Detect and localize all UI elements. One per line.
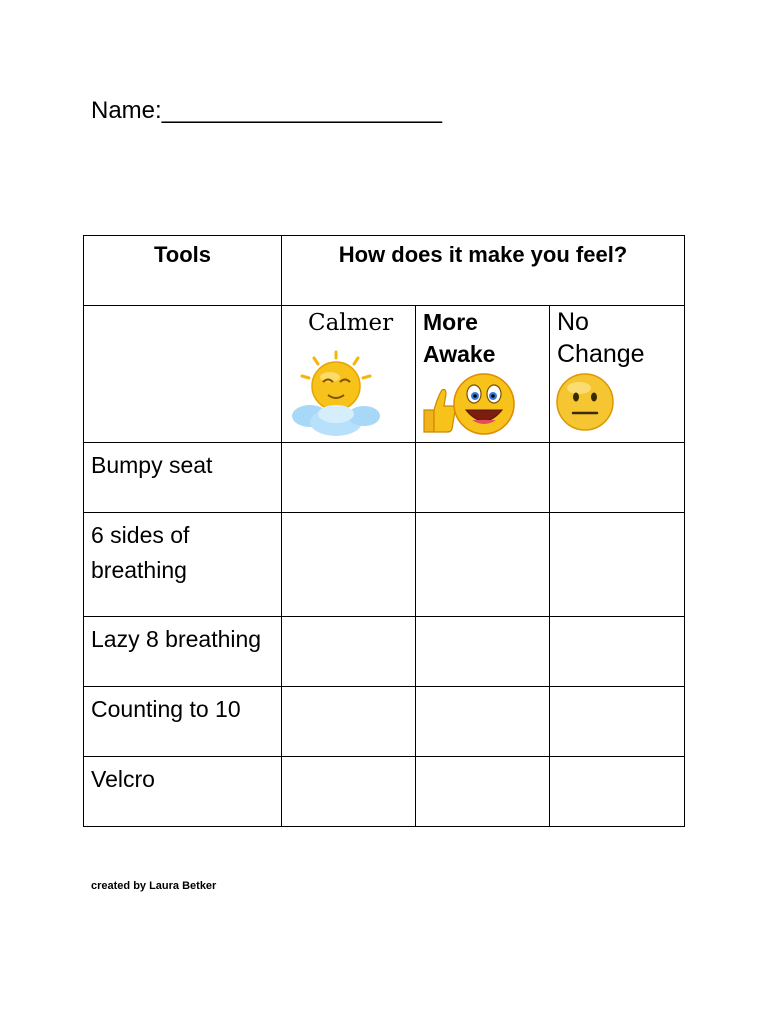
neutral-face-icon	[555, 372, 615, 432]
answer-cell-more-awake[interactable]	[416, 443, 550, 513]
blank-corner-cell	[84, 306, 282, 443]
tool-velcro: Velcro	[84, 757, 282, 827]
header-tools: Tools	[84, 236, 282, 306]
thumbs-up-smiley-icon	[420, 370, 520, 438]
name-field-label: Name:_____________________	[91, 97, 442, 124]
option-no-change-label: No Change	[557, 308, 645, 368]
answer-cell-no-change[interactable]	[550, 757, 685, 827]
answer-cell-calmer[interactable]	[282, 513, 416, 617]
answer-cell-no-change[interactable]	[550, 513, 685, 617]
option-calmer	[282, 306, 416, 443]
tool-counting-to-10: Counting to 10	[84, 687, 282, 757]
calm-sun-cloud-icon	[288, 344, 384, 438]
answer-cell-calmer[interactable]	[282, 617, 416, 687]
tool-bumpy-seat: Bumpy seat	[84, 443, 282, 513]
option-no-change	[550, 306, 685, 443]
answer-cell-more-awake[interactable]	[416, 513, 550, 617]
tool-lazy-8-breathing: Lazy 8 breathing	[84, 617, 282, 687]
answer-cell-more-awake[interactable]	[416, 617, 550, 687]
answer-cell-no-change[interactable]	[550, 617, 685, 687]
answer-cell-calmer[interactable]	[282, 687, 416, 757]
answer-cell-more-awake[interactable]	[416, 757, 550, 827]
feelings-table	[83, 235, 685, 827]
answer-cell-no-change[interactable]	[550, 687, 685, 757]
author-credit: created by Laura Betker	[91, 880, 217, 892]
option-more-awake-label: More Awake	[423, 309, 496, 367]
answer-cell-calmer[interactable]	[282, 757, 416, 827]
answer-cell-calmer[interactable]	[282, 443, 416, 513]
option-calmer-label: Calmer	[308, 310, 394, 336]
header-feel: How does it make you feel?	[282, 236, 685, 306]
answer-cell-no-change[interactable]	[550, 443, 685, 513]
option-more-awake	[416, 306, 550, 443]
answer-cell-more-awake[interactable]	[416, 687, 550, 757]
tool-6-sides-breathing: 6 sides of breathing	[84, 513, 282, 617]
